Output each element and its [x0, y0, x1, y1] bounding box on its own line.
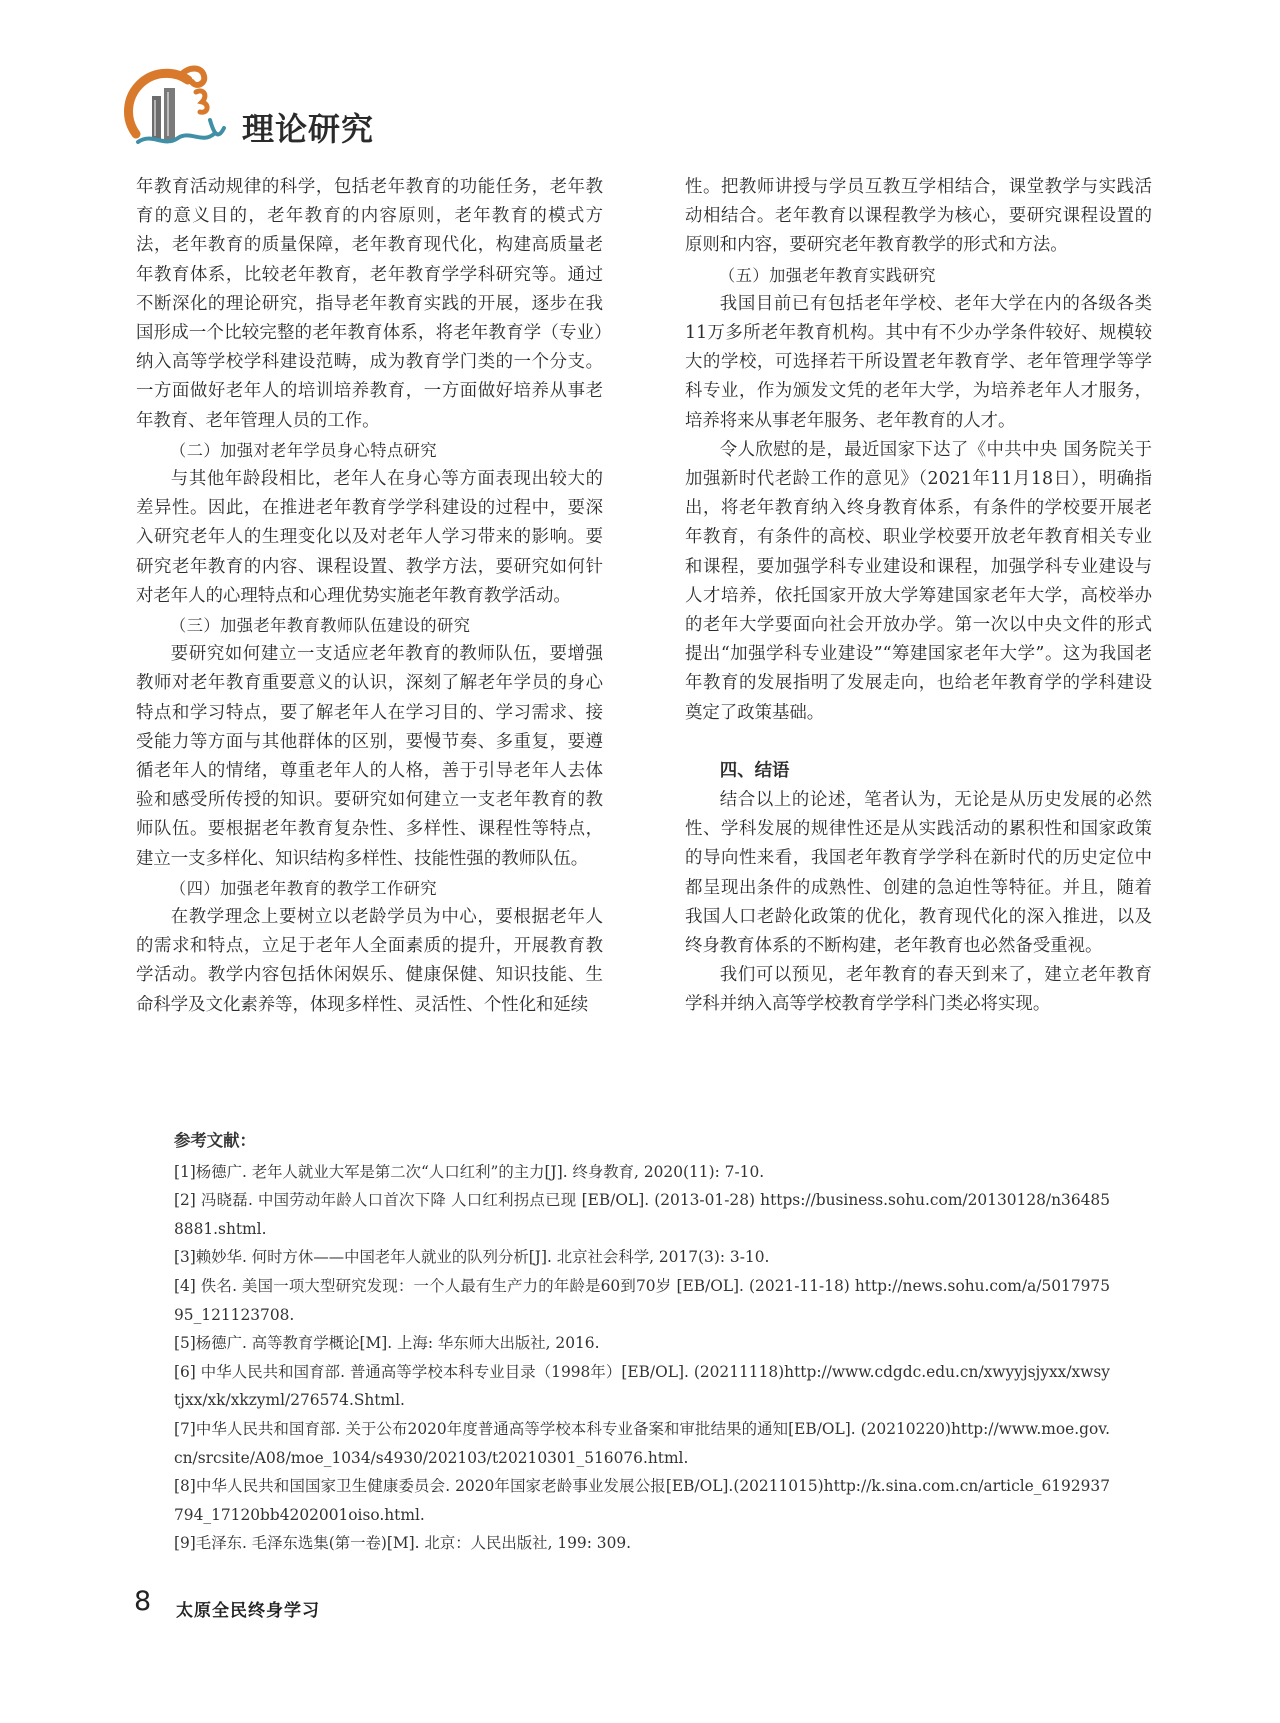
subheading: （五）加强老年教育实践研究 — [719, 265, 936, 285]
section-label: 理论研究 — [242, 110, 375, 148]
journal-title: 太原全民终身学习 — [176, 1601, 320, 1621]
paragraph: 在教学理念上要树立以老龄学员为中心，要根据老年人的需求和特点，立足于老年人全面素质的提升，开展教育教学活动。教学内容包括休闲娱乐、健康保健、知识技能、生命科学及文化素养等，体现多样性、灵活性、个性化和延续 — [136, 907, 603, 1015]
paragraph: 性。把教师讲授与学员互教互学相结合，课堂教学与实践活动相结合。老年教育以课程教学为核心，要研究课程设置的原则和内容，要研究老年教育教学的形式和方法。 — [685, 177, 1152, 256]
section-heading-conclusion: 四、结语 — [719, 760, 790, 781]
subheading: （四）加强老年教育的教学工作研究 — [170, 878, 438, 898]
paragraph: 要研究如何建立一支适应老年教育的教师队伍，要增强教师对老年教育重要意义的认识，深刻了解老年学员的身心特点和学习特点，要了解老年人在学习目的、学习需求、接受能力等方面与其他群体的区别，要慢节奏、多重复，要遵循老年人的情绪，尊重老年人的人格，善于引导老年人去体验和感受所传授的知识。要研究如何建立一支老年教育的教师队伍。要根据老年教育复杂性、多样性、课程性等特点，建立一支多样化、知识结构多样性、技能性强的教师队伍。 — [136, 644, 603, 869]
right-column — [685, 173, 1152, 1020]
paragraph: 结合以上的论述，笔者认为，无论是从历史发展的必然性、学科发展的规律性还是从实践活动的累积性和国家政策的导向性来看，我国老年教育学学科在新时代的历史定位中都呈现出条件的成熟性、创建的急迫性等特征。并且，随着我国人口老龄化政策的优化，教育现代化的深入推进，以及终身教育体系的不断构建，老年教育也必然备受重视。 — [685, 790, 1152, 957]
reference-item: [9]毛泽东. 毛泽东选集(第一卷)[M]. 北京：人民出版社, 199: 309. — [174, 1534, 632, 1553]
paragraph: 与其他年龄段相比，老年人在身心等方面表现出较大的差异性。因此，在推进老年教育学学科建设的过程中，要深入研究老年人的生理变化以及对老年人学习带来的影响。要研究老年教育的内容、课程设置、教学方法，要研究如何针对老年人的心理特点和心理优势实施老年教育教学活动。 — [136, 469, 603, 606]
journal-logo-icon — [118, 62, 228, 157]
reference-item: [6] 中华人民共和国育部. 普通高等学校本科专业目录（1998年）[EB/OL]. (20211118)http://www.cdgdc.edu.cn/xwyyjsjyxx/xwsytjxx/xk/xkzyml/276574.Shtml. — [174, 1362, 1110, 1410]
paragraph: 令人欣慰的是，最近国家下达了《中共中央 国务院关于加强新时代老龄工作的意见》（2021年11月18日），明确指出，将老年教育纳入终身教育体系，有条件的学校要开展老年教育，有条件的高校、职业学校要开放老年教育相关专业和课程，要加强学科专业建设和课程，加强学科专业建设与人才培养，依托国家开放大学筹建国家老年大学，高校举办的老年大学要面向社会开放办学。第一次以中央文件的形式提出“加强学科专业建设”“筹建国家老年大学”。这为我国老年教育的发展指明了发展走向，也给老年教育学的学科建设奠定了政策基础。 — [685, 439, 1152, 723]
page-header — [118, 62, 538, 157]
paragraph: 我国目前已有包括老年学校、老年大学在内的各级各类11万多所老年教育机构。其中有不少办学条件较好、规模较大的学校，可选择若干所设置老年教育学、老年管理学等学科专业，作为颁发文凭的老年大学，为培养老年人才服务，培养将来从事老年服务、老年教育的人才。 — [685, 293, 1152, 431]
page-number: 8 — [134, 1586, 152, 1617]
reference-item: [5]杨德广. 高等教育学概论[M]. 上海: 华东师大出版社, 2016. — [174, 1334, 600, 1353]
reference-item: [7]中华人民共和国育部. 关于公布2020年度普通高等学校本科专业备案和审批结果的通知[EB/OL]. (20210220)http://www.moe.gov.cn/srcsite/A08/moe_1034/s4930/202103/t20210301_516076.html. — [174, 1419, 1110, 1467]
references — [174, 1127, 1110, 1558]
reference-item: [8]中华人民共和国国家卫生健康委员会. 2020年国家老龄事业发展公报[EB/OL].(20211015)http://k.sina.com.cn/article_6192937794_17120bb4202001oiso.html. — [174, 1477, 1110, 1524]
references-title: 参考文献： — [174, 1131, 256, 1150]
paragraph: 年教育活动规律的科学，包括老年教育的功能任务，老年教育的意义目的，老年教育的内容原则，老年教育的模式方法，老年教育的质量保障，老年教育现代化，构建高质量老年教育体系，比较老年教育，老年教育学学科研究等。通过不断深化的理论研究，指导老年教育实践的开展，逐步在我国形成一个比较完整的老年教育体系，将老年教育学（专业）纳入高等学校学科建设范畴，成为教育学门类的一个分支。一方面做好老年人的培训培养教育，一方面做好培养从事老年教育、老年管理人员的工作。 — [136, 177, 603, 431]
reference-item: [1]杨德广. 老年人就业大军是第二次“人口红利”的主力[J]. 终身教育, 2020(11): 7-10. — [174, 1162, 765, 1181]
left-column — [136, 173, 603, 1020]
reference-item: [3]赖妙华. 何时方休——中国老年人就业的队列分析[J]. 北京社会科学, 2017(3): 3-10. — [174, 1248, 770, 1267]
paragraph: 我们可以预见，老年教育的春天到来了，建立老年教育学科并纳入高等学校教育学学科门类必将实现。 — [685, 965, 1152, 1015]
reference-item: [2] 冯晓磊. 中国劳动年龄人口首次下降 人口红利拐点已现 [EB/OL]. (2013-01-28) https://business.sohu.com/20130128/n364858881.shtml. — [174, 1191, 1110, 1238]
subheading: （三）加强老年教育教师队伍建设的研究 — [170, 616, 471, 636]
reference-item: [4] 佚名. 美国一项大型研究发现：一个人最有生产力的年龄是60到70岁 [EB/OL]. (2021-11-18) http://news.sohu.com/a/501797595_121123708. — [174, 1276, 1110, 1324]
subheading: （二）加强对老年学员身心特点研究 — [170, 440, 438, 460]
